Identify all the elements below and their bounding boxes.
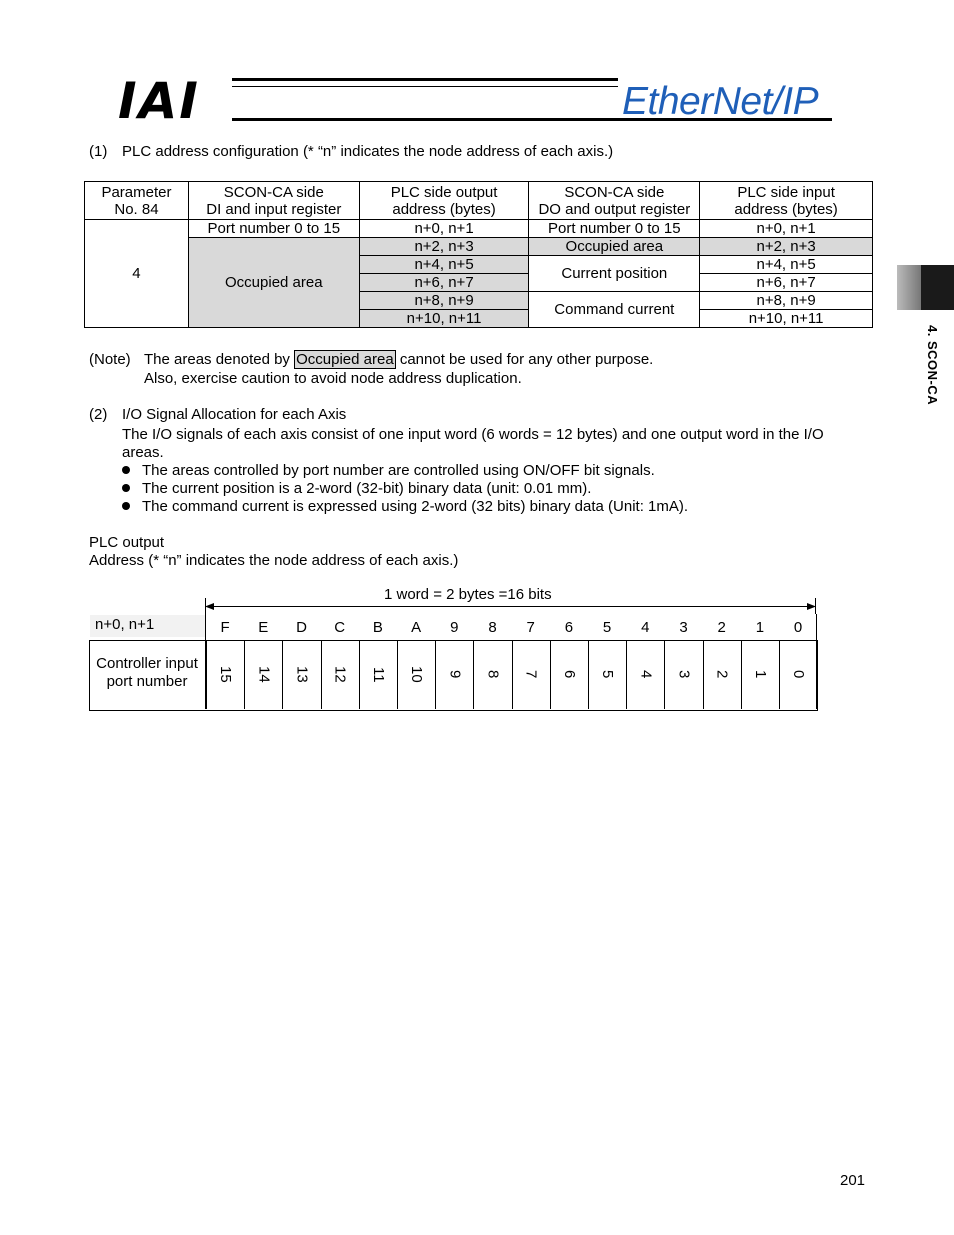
bit-cell [435,640,473,709]
bit-number: 5 [599,670,617,679]
bit-cell [397,640,435,709]
bit-number: 1 [751,670,769,679]
word-size-label: 1 word = 2 bytes =16 bits [384,586,552,603]
in-addr-cell: n+4, n+5 [700,256,873,274]
section2-title: I/O Signal Allocation for each Axis [122,406,347,423]
bit-number: 9 [446,670,464,679]
header-rule-top [232,78,618,81]
in-addr-cell: n+0, n+1 [700,220,873,238]
bit-header: A [411,619,422,636]
bit-cell [512,640,550,709]
note-label: (Note) [89,351,131,368]
bit-cell [359,640,397,709]
bit-number: 11 [369,666,387,683]
bit-header: 8 [488,619,497,636]
note-line2: Also, exercise caution to avoid node address duplication. [144,370,522,387]
do-occupied-cell: Occupied area [529,238,700,256]
out-addr-cell: n+2, n+3 [359,238,529,256]
out-addr-cell: n+6, n+7 [359,274,529,292]
bullet-item: The current position is a 2-word (32-bit) binary data (unit: 0.01 mm). [122,480,591,498]
bit-header: 5 [602,619,612,636]
bit-number: 12 [331,666,349,683]
bit-number: 13 [293,666,311,683]
section2-para-line2: areas. [122,444,164,461]
bit-number: 10 [408,666,426,683]
bit-header: E [258,619,269,636]
bit-number: 7 [522,670,540,679]
out-addr-cell: n+0, n+1 [359,220,529,238]
plc-address-config-table [84,181,873,328]
section1-number: (1) [89,143,108,160]
section2-number: (2) [89,406,108,423]
di-occupied-cell: Occupied area [188,238,359,328]
bit-number: 15 [217,666,235,683]
bullet-icon [122,502,130,510]
bit-number: 0 [790,670,808,679]
bit-cell [588,640,626,709]
note-highlight: Occupied area [296,351,394,368]
bit-header: 6 [564,619,574,636]
ethernet-ip-logo: EtherNet/IP [622,80,819,123]
bit-cell [321,640,359,709]
bit-cell [244,640,282,709]
page-number: 201 [840,1172,866,1189]
plc-output-title: PLC output [89,534,165,551]
chapter-tab [921,265,954,310]
plc-output-address-note: Address (* “n” indicates the node address of each axis.) [89,552,459,569]
bit-cell [703,640,741,709]
out-addr-cell: n+4, n+5 [359,256,529,274]
row-label: Controller input port number [96,655,198,690]
bit-header: 7 [526,619,535,636]
bullet-item: The areas controlled by port number are controlled using ON/OFF bit signals. [122,462,655,480]
header-do-register: SCON-CA side DO and output register [529,182,700,220]
bit-header: D [296,619,307,636]
header-plc-output: PLC side output address (bytes) [359,182,529,220]
out-addr-cell: n+8, n+9 [359,292,529,310]
bit-cell [626,640,664,709]
bit-header: C [334,619,346,636]
bullet-icon [122,484,130,492]
in-addr-cell: n+2, n+3 [700,238,873,256]
header-rule-mid [232,86,618,87]
do-current-position-cell: Current position [529,256,700,292]
bit-cell [664,640,702,709]
out-addr-cell: n+10, n+11 [359,310,529,328]
bit-number: 14 [255,666,273,683]
note-after: cannot be used for any other purpose. [399,351,654,368]
bullet-icon [122,466,130,474]
bit-cell [206,640,244,709]
do-command-current-cell: Command current [529,292,700,328]
header-parameter: Parameter No. 84 [85,182,189,220]
bit-header: 2 [717,619,726,636]
bit-header: B [372,619,383,636]
in-addr-cell: n+6, n+7 [700,274,873,292]
chapter-label: 4. SCON-CA [925,325,940,406]
param-value-cell: 4 [85,220,189,328]
note-before: The areas denoted by [144,351,290,368]
bit-cell [741,640,779,709]
in-addr-cell: n+8, n+9 [700,292,873,310]
bit-cell [550,640,588,709]
bit-header: 4 [641,619,650,636]
header-di-register: SCON-CA side DI and input register [188,182,359,220]
bit-number: 6 [560,670,578,679]
bit-header: 9 [450,619,459,636]
bit-header: F [220,619,230,636]
bullet-item: The command current is expressed using 2-word (32 bits) binary data (Unit: 1mA). [122,498,688,516]
bit-cell [282,640,320,709]
in-addr-cell: n+10, n+11 [700,310,873,328]
bit-number: 2 [713,670,731,679]
di-port-cell: Port number 0 to 15 [188,220,359,238]
bit-header: 0 [793,619,803,636]
do-port-cell: Port number 0 to 15 [529,220,700,238]
bit-number: 8 [484,670,502,679]
bit-cell [473,640,511,709]
iai-logo: IAI [118,72,200,130]
bit-number: 4 [637,670,655,679]
chapter-tab-shade [897,265,921,310]
header-plc-input: PLC side input address (bytes) [700,182,873,220]
bit-header: 1 [755,619,765,636]
note-line1 [144,351,653,369]
bit-number: 3 [675,670,693,679]
arrowheads-icon [205,601,817,612]
bit-cell [779,640,817,709]
bit-header: 3 [679,619,688,636]
section2-para-line1: The I/O signals of each axis consist of one input word (6 words = 12 bytes) and one output word in the I/O [122,426,824,443]
section1-title: PLC address configuration (* “n” indicates the node address of each axis.) [122,143,614,160]
row-addr-label: n+0, n+1 [90,615,205,637]
